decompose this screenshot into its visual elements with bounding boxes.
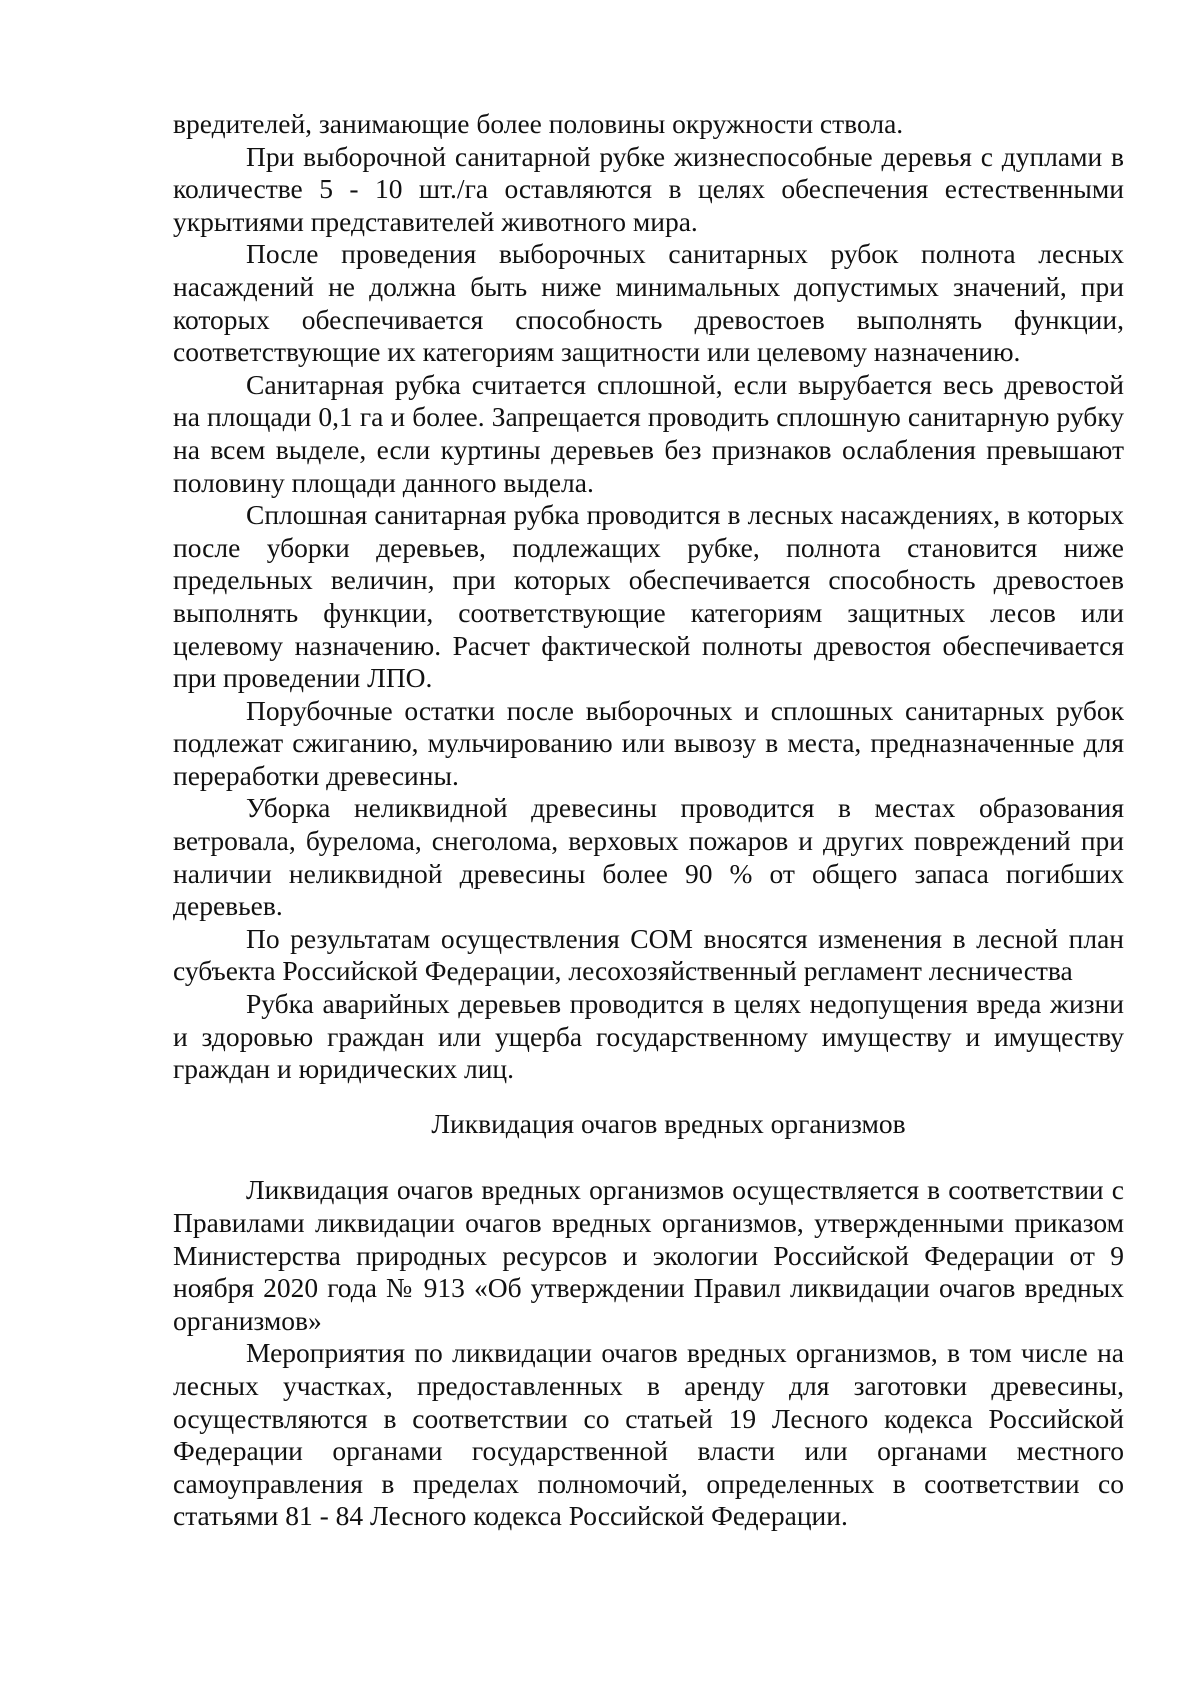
paragraph-pest-liquidation-rules: Ликвидация очагов вредных организмов осуществляется в соответствии с Правилами ликвидации очагов вредных организмов, утвержденными приказом Министерства природных ресурсов и экологии Российской Федерации от 9 ноября 2020 года № 913 «Об утверждении Правил ликвидации очагов вредных организмов» xyxy=(173,1174,1124,1336)
paragraph-clear-felling-conditions: Сплошная санитарная рубка проводится в лесных насаждениях, в которых после уборки деревьев, подлежащих рубке, полнота становится ниже предельных величин, при которых обеспечивается способность древостоев выполнять функции, соответствующие категориям защитных лесов или целевому назначению. Расчет фактической полноты древостоя обеспечивается при проведении ЛПО. xyxy=(173,499,1124,694)
paragraph-felling-residues: Порубочные остатки после выборочных и сплошных санитарных рубок подлежат сжиганию, мульчированию или вывозу в места, предназначенные для переработки древесины. xyxy=(173,694,1124,791)
spacer xyxy=(173,1140,1124,1174)
section-heading: Ликвидация очагов вредных организмов xyxy=(431,1107,906,1139)
paragraph-stand-density: После проведения выборочных санитарных рубок полнота лесных насаждений не должна быть ниже минимальных допустимых значений, при которых обеспечивается способность древостоев выполнять функции, соответствующие их категориям защитности или целевому назначению. xyxy=(173,238,1124,368)
paragraph-emergency-trees: Рубка аварийных деревьев проводится в целях недопущения вреда жизни и здоровью граждан или ущерба государственному имуществу и имуществу граждан и юридических лиц. xyxy=(173,988,1124,1085)
document-page xyxy=(173,108,1124,1533)
paragraph-illiquid-wood: Уборка неликвидной древесины проводится в местах образования ветровала, бурелома, снеголома, верховых пожаров и других повреждений при наличии неликвидной древесины более 90 % от общего запаса погибших деревьев. xyxy=(173,792,1124,922)
paragraph-selective-felling-hollows: При выборочной санитарной рубке жизнеспособные деревья с дуплами в количестве 5 - 10 шт./га оставляются в целях обеспечения естественными укрытиями представителей животного мира. xyxy=(173,140,1124,237)
paragraph-clear-felling-definition: Санитарная рубка считается сплошной, если вырубается весь древостой на площади 0,1 га и более. Запрещается проводить сплошную санитарную рубку на всем выделе, если куртины деревьев без признаков ослабления превышают половину площади данного выдела. xyxy=(173,368,1124,498)
paragraph-pest-liquidation-measures: Мероприятия по ликвидации очагов вредных организмов, в том числе на лесных участках, предоставленных в аренду для заготовки древесины, осуществляются в соответствии со статьей 19 Лесного кодекса Российской Федерации органами государственной власти или органами местного самоуправления в пределах полномочий, определенных в соответствии со статьями 81 - 84 Лесного кодекса Российской Федерации. xyxy=(173,1337,1124,1532)
paragraph-som-results: По результатам осуществления СОМ вносятся изменения в лесной план субъекта Российской Федерации, лесохозяйственный регламент лесничества xyxy=(173,922,1124,987)
paragraph-continuation: вредителей, занимающие более половины окружности ствола. xyxy=(173,108,904,139)
